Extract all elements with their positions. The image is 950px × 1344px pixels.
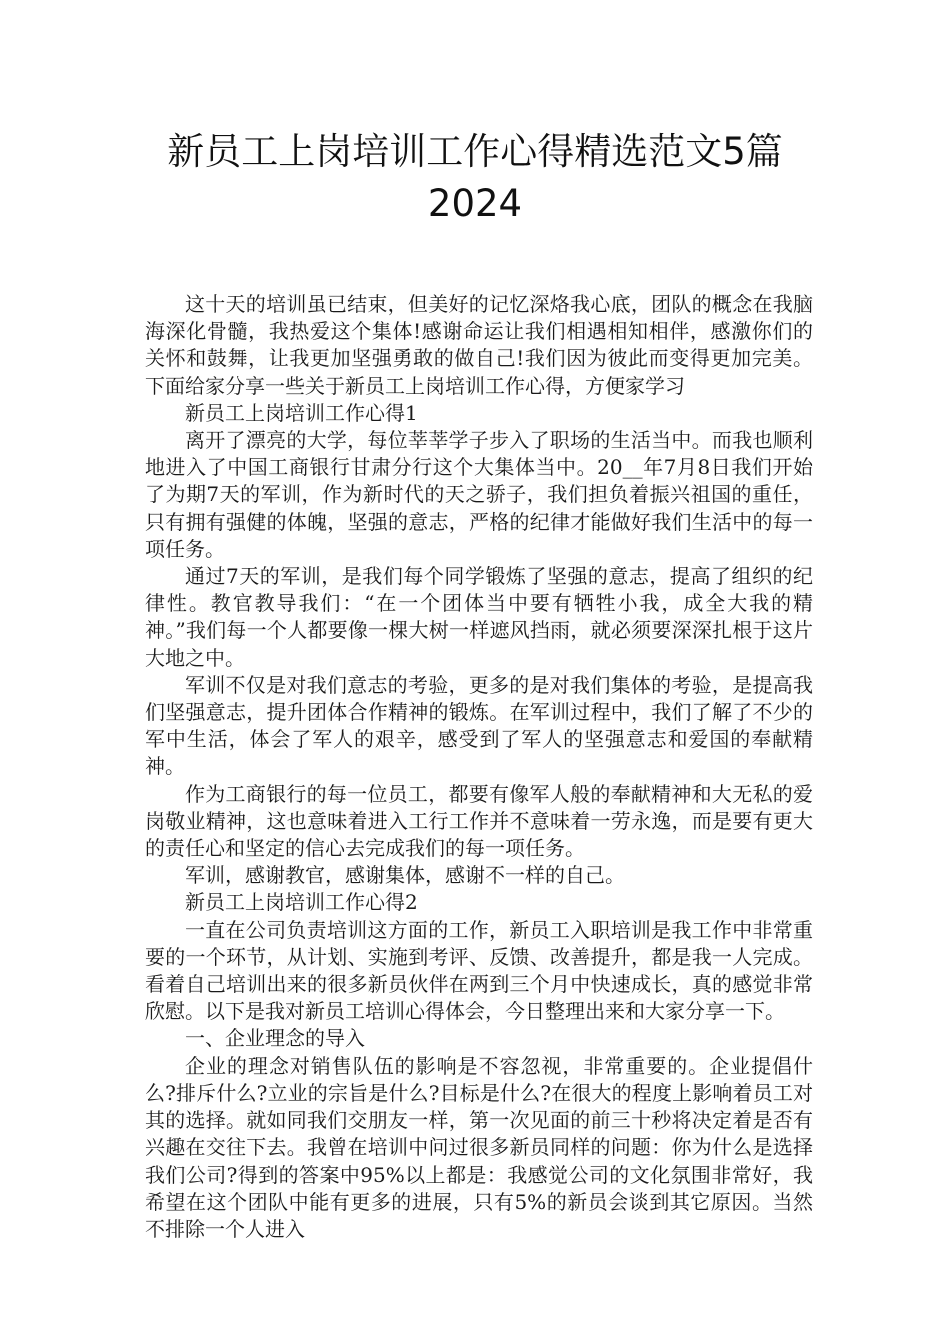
document-title	[100, 126, 850, 230]
section-heading-2: 新员工上岗培训工作心得2	[185, 890, 418, 915]
body-paragraph: 企业的理念对销售队伍的影响是不容忽视，非常重要的。企业提倡什么?排斥什么?立业的宗旨是什么?目标是什么?在很大的程度上影响着员工对其的选择。就如同我们交朋友一样，第一次见面的前三十秒将决定着是否有兴趣在交往下去。我曾在培训中问过很多新员同样的问题：你为什么是选择我们公司?得到的答案中95%以上都是：我感觉公司的文化氛围非常好，我希望在这个团队中能有更多的进展，只有5%的新员会谈到其它原因。当然不排除一个人进入	[145, 1053, 813, 1241]
body-paragraph: 军训，感谢教官，感谢集体，感谢不一样的自己。	[185, 863, 625, 888]
body-paragraph: 军训不仅是对我们意志的考验，更多的是对我们集体的考验，是提高我们坚强意志，提升团体合作精神的锻炼。在军训过程中，我们了解了不少的军中生活，体会了军人的艰辛，感受到了军人的坚强意志和爱国的奉献精神。	[145, 672, 813, 779]
section-heading-1: 新员工上岗培训工作心得1	[185, 400, 418, 425]
title-line-2: 2024	[427, 182, 523, 225]
body-paragraph: 一直在公司负责培训这方面的工作，新员工入职培训是我工作中非常重要的一个环节，从计划、实施到考评、反馈、改善提升，都是我一人完成。看着自己培训出来的很多新员伙伴在两到三个月中快速成长，真的感觉非常欣慰。以下是我对新员工培训心得体会，今日整理出来和大家分享一下。	[145, 917, 813, 1024]
body-paragraph: 通过7天的军训，是我们每个同学锻炼了坚强的意志，提高了组织的纪律性。教官教导我们：“在一个团体当中要有牺牲小我，成全大我的精神。”我们每一个人都要像一棵大树一样遮风挡雨，就必须要深深扎根于这片大地之中。	[145, 564, 813, 670]
body-paragraph: 离开了漂亮的大学，每位莘莘学子步入了职场的生活当中。而我也顺利地进入了中国工商银行甘肃分行这个大集体当中。20__年7月8日我们开始了为期7天的军训，作为新时代的天之骄子，我们担负着振兴祖国的重任，只有拥有强健的体魄，坚强的意志，严格的纪律才能做好我们生活中的每一项任务。	[145, 428, 813, 561]
title-line-1: 新员工上岗培训工作心得精选范文5篇	[167, 130, 783, 173]
body-paragraph: 作为工商银行的每一位员工，都要有像军人般的奉献精神和大无私的爱岗敬业精神，这也意味着进入工行工作并不意味着一劳永逸，而是要有更大的责任心和坚定的信心去完成我们的每一项任务。	[145, 781, 813, 861]
document-body	[145, 291, 813, 1243]
intro-paragraph: 这十天的培训虽已结束，但美好的记忆深烙我心底，团队的概念在我脑海深化骨髓，我热爱这个集体!感谢命运让我们相遇相知相伴，感激你们的关怀和鼓舞，让我更加坚强勇敢的做自己!我们因为彼此而变得更加完美。下面给家分享一些关于新员工上岗培训工作心得，方便家学习	[145, 292, 813, 398]
subsection-heading: 一、企业理念的导入	[185, 1026, 365, 1051]
